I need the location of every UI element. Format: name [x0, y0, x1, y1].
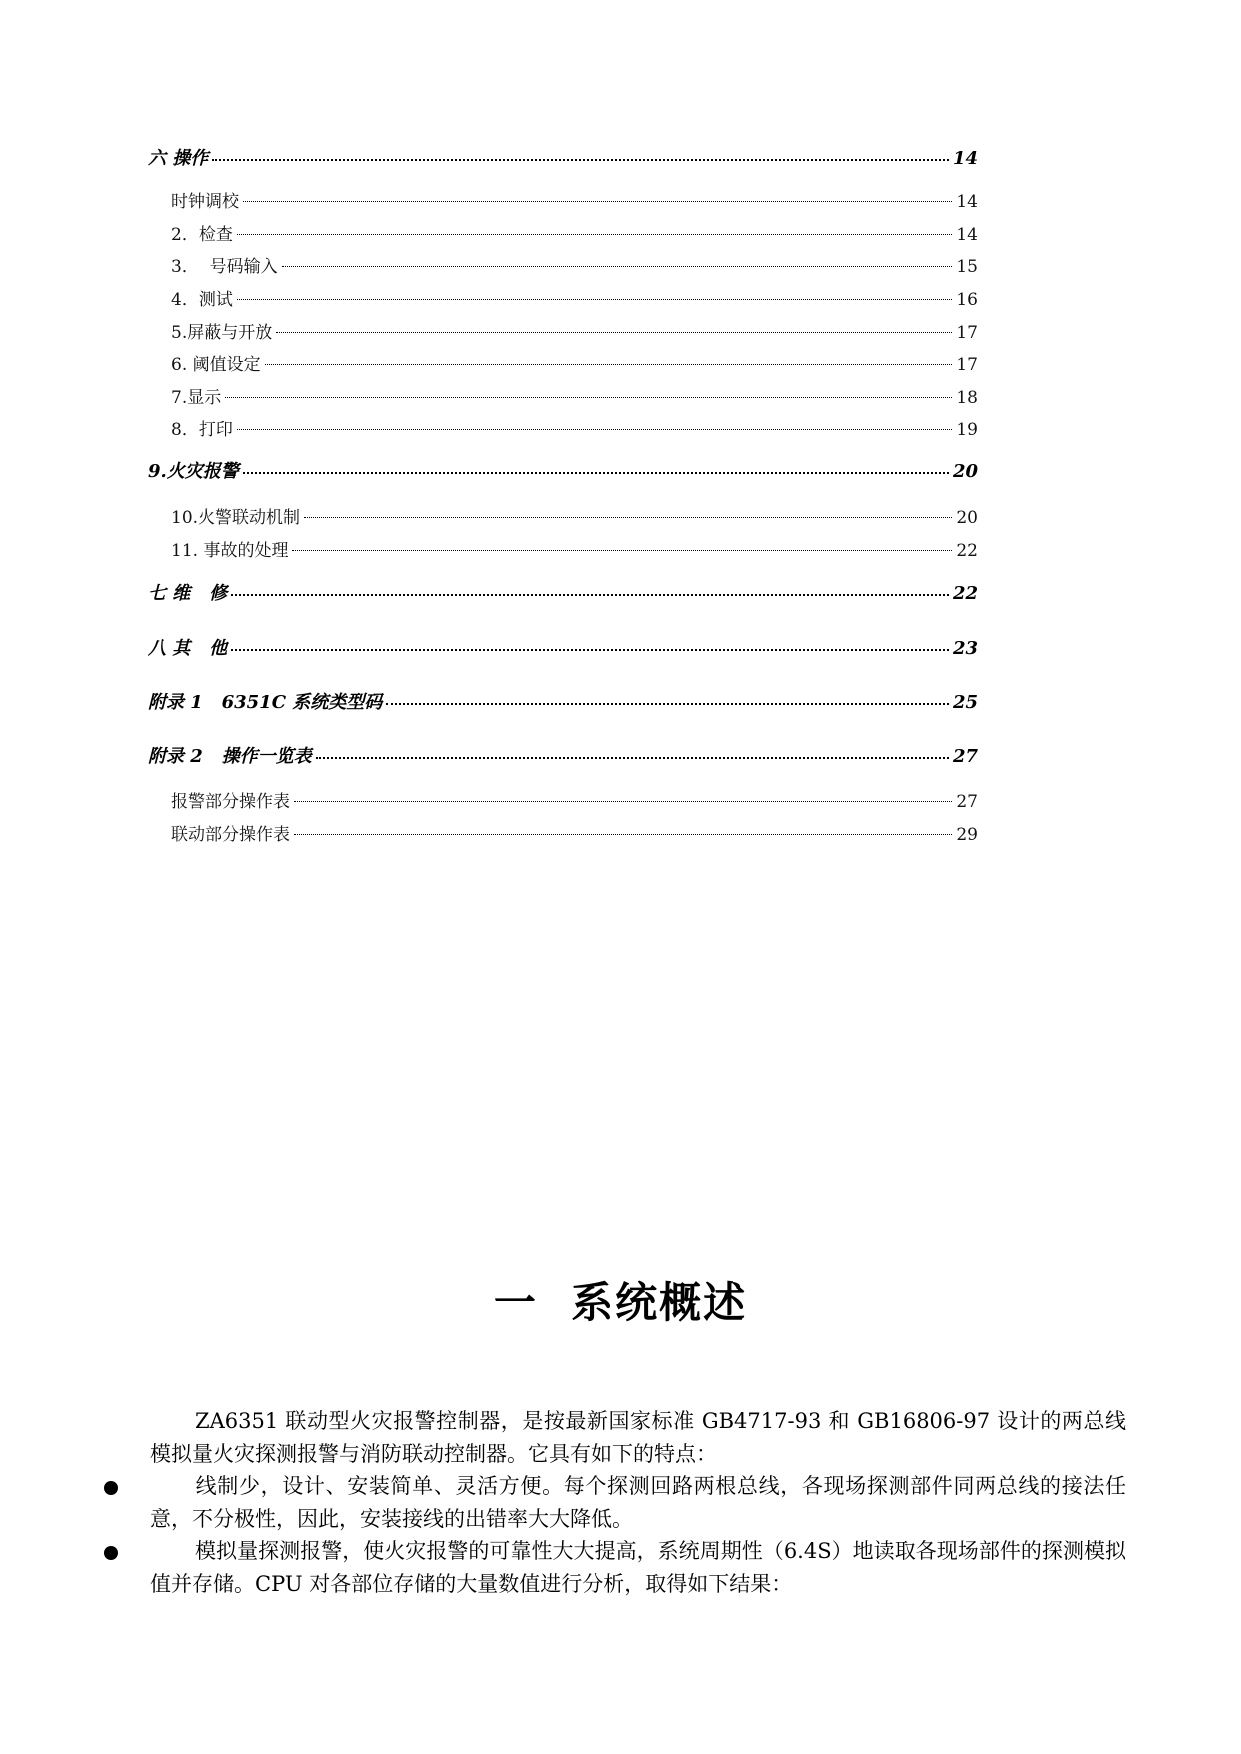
toc-leader: [243, 187, 952, 202]
intro-paragraph: [150, 1405, 1126, 1471]
toc-entry[interactable]: [148, 634, 978, 660]
toc-leader: [243, 457, 949, 474]
toc-leader: [225, 383, 952, 398]
toc-label: 7.显示: [171, 388, 222, 408]
toc-page: 17: [956, 355, 978, 375]
toc-page: 20: [956, 508, 978, 528]
bullet-paragraph: [150, 1535, 1126, 1601]
toc-leader: [282, 252, 953, 267]
toc-entry[interactable]: [148, 688, 978, 714]
toc-entry[interactable]: [171, 787, 978, 812]
toc-label: 3． 号码输入: [171, 257, 278, 277]
toc-page: 14: [952, 148, 978, 169]
toc-page: 17: [956, 323, 978, 343]
toc-label: 时钟调校: [171, 192, 239, 212]
bullet-icon: [104, 1546, 118, 1560]
toc-label: 七 维 修: [148, 583, 228, 604]
toc-entry[interactable]: [171, 536, 978, 561]
toc-page: 22: [952, 583, 978, 604]
bullet-paragraph: [150, 1470, 1126, 1536]
toc-label: 10.火警联动机制: [171, 508, 301, 528]
toc-leader: [294, 787, 952, 802]
toc-leader: [237, 285, 953, 300]
toc-entry[interactable]: [171, 350, 978, 375]
toc-label: 4．测试: [171, 290, 233, 310]
toc-label: 6. 阈值设定: [171, 355, 261, 375]
toc-entry[interactable]: [171, 820, 978, 845]
toc-page: 29: [956, 825, 978, 845]
toc-label: 2．检查: [171, 225, 233, 245]
toc-entry[interactable]: [171, 503, 978, 528]
toc-label: 六 操作: [148, 148, 209, 169]
toc-leader: [304, 503, 952, 518]
toc-page: 25: [952, 692, 978, 713]
toc-entry[interactable]: [148, 579, 978, 605]
toc-entry[interactable]: [171, 220, 978, 245]
toc-label: 5.屏蔽与开放: [171, 323, 273, 343]
toc-leader: [231, 634, 949, 651]
toc-page: 14: [956, 225, 978, 245]
section-title: 一 系统概述: [493, 1278, 748, 1327]
toc-entry[interactable]: [171, 318, 978, 343]
toc-page: 20: [952, 461, 978, 482]
toc-leader: [276, 318, 952, 333]
toc-leader: [231, 579, 949, 596]
toc-entry[interactable]: [148, 457, 978, 483]
toc-entry[interactable]: [148, 144, 978, 170]
toc-label: 附录 2 操作一览表: [148, 746, 312, 767]
toc-page: 18: [956, 388, 978, 408]
toc-leader: [292, 536, 952, 551]
toc-leader: [265, 350, 953, 365]
bullet-text: 模拟量探测报警，使火灾报警的可靠性大大提高，系统周期性（6.4S）地读取各现场部件的探测模拟值并存储。CPU 对各部位存储的大量数值进行分析，取得如下结果：: [150, 1539, 1126, 1596]
toc-leader: [316, 742, 949, 759]
toc-leader: [294, 820, 952, 835]
toc-entry[interactable]: [171, 187, 978, 212]
toc-page: 15: [956, 257, 978, 277]
toc-entry[interactable]: [171, 383, 978, 408]
toc-page: 23: [952, 638, 978, 659]
bullet-text: 线制少，设计、安装简单、灵活方便。每个探测回路两根总线，各现场探测部件同两总线的接法任意，不分极性，因此，安装接线的出错率大大降低。: [150, 1474, 1126, 1531]
toc-page: 27: [956, 792, 978, 812]
toc-entry[interactable]: [148, 742, 978, 768]
intro-text: ZA6351 联动型火灾报警控制器，是按最新国家标准 GB4717-93 和 GB16806-97 设计的两总线模拟量火灾探测报警与消防联动控制器。它具有如下的特点：: [150, 1409, 1126, 1466]
toc-entry[interactable]: [171, 252, 978, 277]
toc-leader: [212, 144, 949, 161]
toc-label: 9.火灾报警: [148, 461, 239, 482]
toc-label: 附录 1 6351C 系统类型码: [148, 692, 383, 713]
toc-entry[interactable]: [171, 415, 978, 440]
toc-label: 八 其 他: [148, 638, 228, 659]
toc-leader: [237, 220, 953, 235]
toc-page: 19: [956, 420, 978, 440]
toc-leader: [237, 415, 953, 430]
toc-leader: [386, 688, 949, 705]
toc-label: 报警部分操作表: [171, 792, 290, 812]
toc-page: 16: [956, 290, 978, 310]
toc-label: 8．打印: [171, 420, 233, 440]
toc-page: 22: [956, 541, 978, 561]
toc-label: 11. 事故的处理: [171, 541, 289, 561]
toc-page: 14: [956, 192, 978, 212]
toc-entry[interactable]: [171, 285, 978, 310]
toc-page: 27: [952, 746, 978, 767]
bullet-icon: [104, 1481, 118, 1495]
toc-label: 联动部分操作表: [171, 825, 290, 845]
